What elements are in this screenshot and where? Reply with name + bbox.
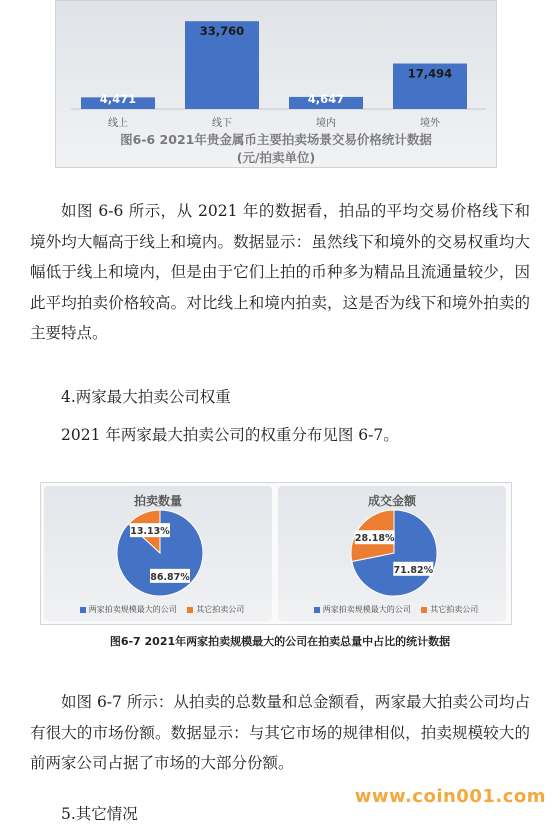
pie-legend-auction-count: [44, 604, 272, 615]
bar-chart-figure-6-6: [55, 0, 497, 168]
bar-category-label-2: 境内: [316, 118, 336, 129]
figure-6-7-caption: 图6-7 2021年两家拍卖规模最大的公司在拍卖总量中占比的统计数据: [109, 635, 451, 648]
pie-charts-figure-6-7: [40, 482, 512, 625]
section-heading-4: 4.两家最大拍卖公司权重: [61, 388, 231, 406]
paragraph-figure-6-7-analysis: 如图 6-7 所示：从拍卖的总数量和总金额看，两家最大拍卖公司均占有很大的市场份额。数据显示：与其它市场的规律相似，拍卖规模较大的前两家公司占据了市场的大部分份额。: [30, 693, 530, 772]
pie-value-label-1: 28.18%: [354, 533, 395, 545]
legend-label-top-two: 两家拍卖规模最大的公司: [322, 605, 411, 614]
bar-value-label-0: 4,471: [99, 92, 137, 106]
pie-chart-auction-count: [44, 486, 272, 621]
legend-label-others: 其它拍卖公司: [196, 605, 245, 614]
paragraph-figure-6-7-intro: 2021 年两家最大拍卖公司的权重分布见图 6-7。: [61, 426, 399, 444]
section-heading-5: 5.其它情况: [61, 805, 138, 823]
bar-value-label-1: 33,760: [199, 24, 245, 39]
pie-title-auction-count: 拍卖数量: [133, 494, 182, 508]
bar-value-label-3: 17,494: [407, 66, 453, 81]
pie-chart-transaction-amount: [278, 486, 506, 621]
bar-category-label-1: 线下: [212, 118, 232, 129]
legend-swatch-blue: [314, 607, 320, 613]
pie-title-transaction-amount: 成交金额: [367, 494, 416, 508]
legend-label-top-two: 两家拍卖规模最大的公司: [88, 605, 177, 614]
pie-card-auction-count: [44, 486, 272, 621]
bar-value-label-2: 4,647: [307, 92, 345, 106]
pie-value-label-0: 71.82%: [393, 564, 434, 576]
pie-legend-transaction-amount: [278, 604, 506, 615]
legend-swatch-orange: [421, 607, 427, 613]
legend-label-others: 其它拍卖公司: [430, 605, 479, 614]
paragraph-figure-6-6-analysis: 如图 6-6 所示，从 2021 年的数据看，拍品的平均交易价格线下和境外均大幅高于线上和境内。数据显示：虽然线下和境外的交易权重均大幅低于线上和境内，但是由于它们上拍的币种多为精品且流通量较少，因此平均拍卖价格较高。对比线上和境内拍卖，这是否为线下和境外拍卖的主要特点。: [30, 202, 530, 342]
pie-value-label-1: 13.13%: [130, 526, 170, 538]
pie-card-transaction-amount: [278, 486, 506, 621]
legend-swatch-blue: [80, 607, 86, 613]
legend-swatch-orange: [187, 607, 193, 613]
figure-6-6-caption: 图6-6 2021年贵金属币主要拍卖场景交易价格统计数据: [120, 132, 432, 147]
bar-category-label-0: 线上: [108, 118, 128, 129]
site-watermark: www.coin001.com: [354, 786, 546, 807]
pie-value-label-0: 86.87%: [150, 571, 190, 583]
bar-category-label-3: 境外: [420, 118, 440, 129]
figure-6-6-unit: (元/拍卖单位): [236, 150, 316, 165]
